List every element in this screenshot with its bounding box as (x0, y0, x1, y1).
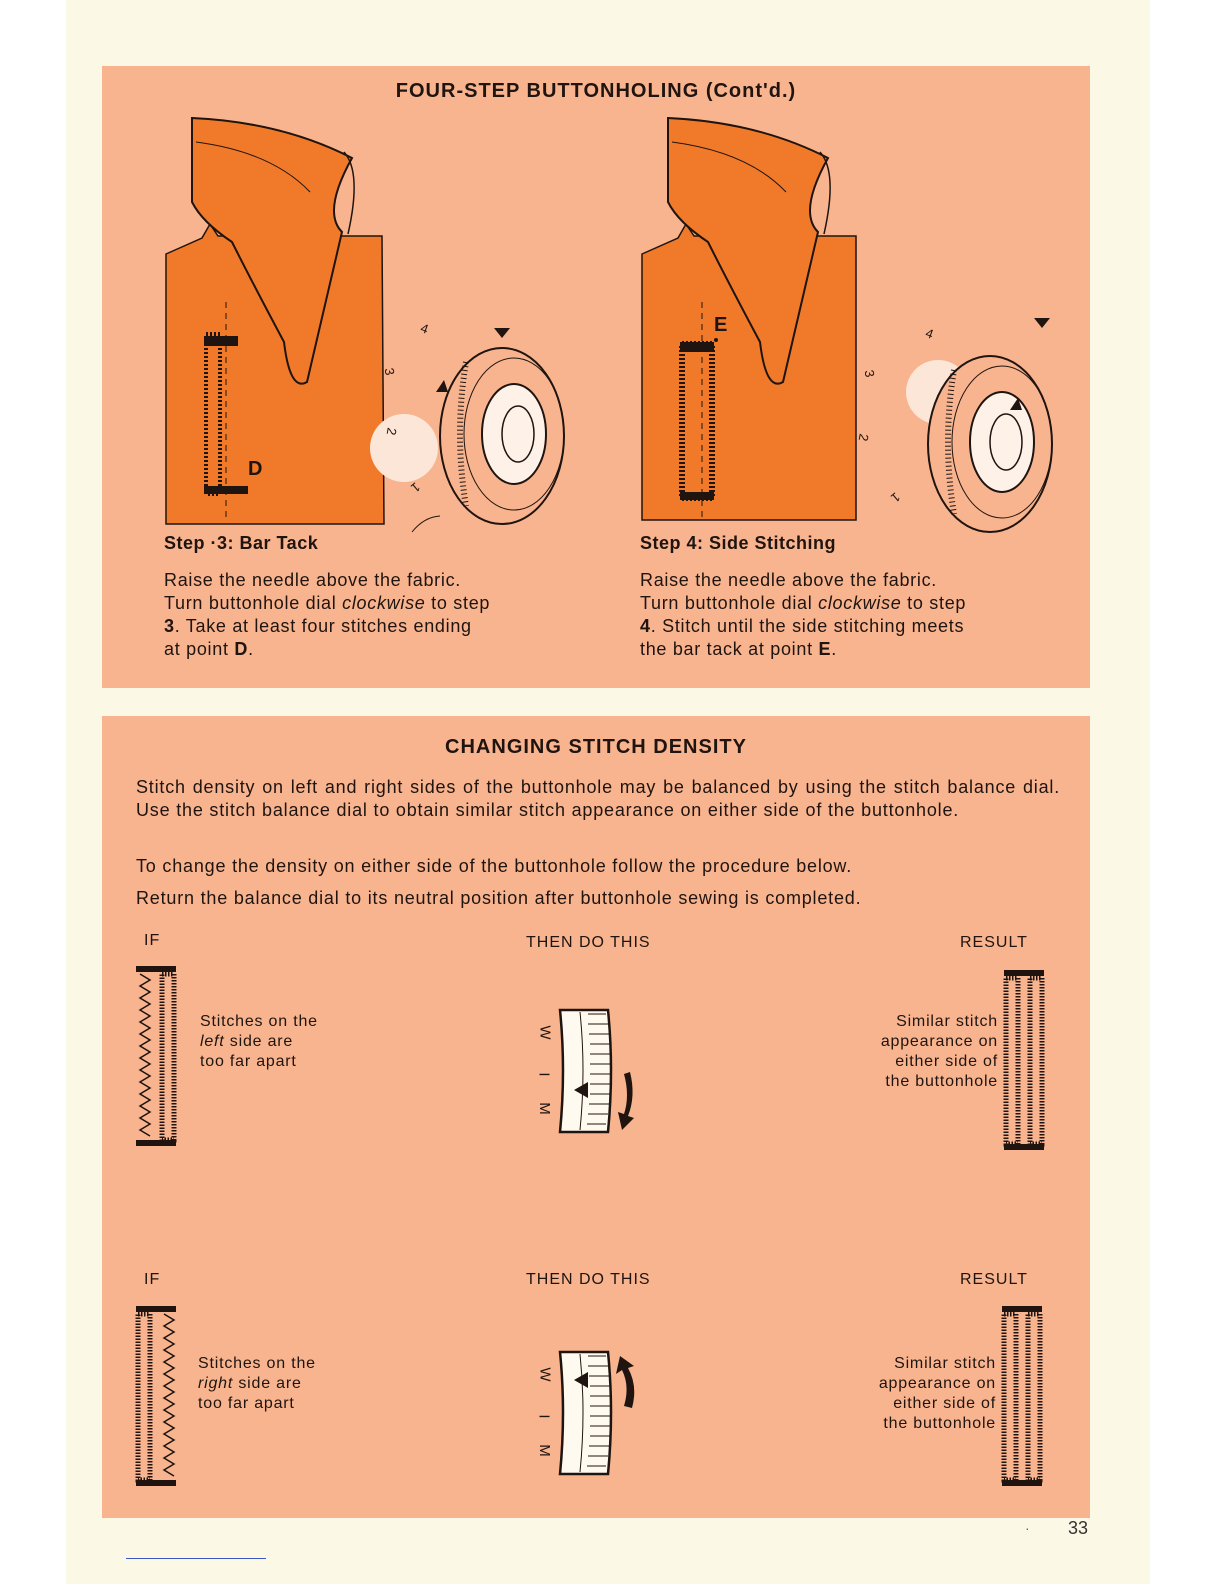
step3-line2-pre: Turn buttonhole dial (164, 593, 343, 613)
uneven-buttonhole-left-icon (134, 964, 180, 1150)
step4-line2-pre: Turn buttonhole dial (640, 593, 819, 613)
step3-heading: Step ·3: Bar Tack (164, 533, 319, 553)
then-label-2: THEN DO THIS (526, 1271, 651, 1288)
dial1-mark-w: W (536, 1025, 554, 1040)
step3-line2-post: to step (425, 593, 491, 613)
if1-line2 (200, 1032, 318, 1052)
if2-line2-rest: side are (233, 1375, 302, 1392)
if1-line3: too far apart (200, 1053, 297, 1070)
dial-number-2: 2 (383, 426, 400, 437)
result-label-2: RESULT (960, 1271, 1028, 1288)
if1-line2-rest: side are (224, 1033, 294, 1050)
dial4-number-3: 3 (861, 368, 878, 379)
stitch-density-panel (102, 716, 1090, 1518)
if-label-2: IF (144, 1271, 161, 1288)
if2-right-word: right (198, 1375, 234, 1392)
res2-line1: Similar stitch (894, 1355, 996, 1372)
step3-line3 (164, 615, 564, 638)
res1-line3: either side of (895, 1053, 998, 1070)
footer-link-underline (126, 1558, 266, 1559)
res1-line4: the buttonhole (885, 1073, 998, 1090)
step3-clockwise: clockwise (342, 593, 426, 613)
four-step-panel (102, 66, 1090, 688)
result-description-2 (816, 1354, 996, 1434)
section-title: FOUR-STEP BUTTONHOLING (Cont'd.) (395, 80, 797, 102)
dial2-mark-i: I (535, 1414, 553, 1419)
step4-line3 (640, 615, 1040, 638)
step4-line2-post: to step (901, 593, 967, 613)
step4-heading: Step 4: Side Stitching (640, 533, 837, 553)
if-description-2 (198, 1354, 316, 1414)
step3-line2 (164, 592, 564, 615)
step3-line4-pre: at point (164, 639, 235, 659)
density-title: CHANGING STITCH DENSITY (445, 736, 747, 758)
step4-line3-rest: . Stitch until the side stitching meets (650, 616, 965, 636)
step4-clockwise: clockwise (818, 593, 902, 613)
step4-point: E (818, 639, 832, 659)
if2-line1: Stitches on the (198, 1355, 316, 1372)
uneven-buttonhole-right-icon (134, 1304, 180, 1490)
result-label-1: RESULT (960, 934, 1028, 951)
dial4-number-4: 4 (923, 325, 936, 342)
balance-dial-up-icon (532, 1346, 652, 1480)
step3-line1: Raise the needle above the fabric. (164, 570, 461, 590)
intro-paragraph: Stitch density on left and right sides of the buttonhole may be balanced by using the stitch balance dial. Use the stitch balance dial to obtain similar stitch appearance on either side of the buttonhole. (136, 777, 1060, 820)
if2-line3: too far apart (198, 1395, 295, 1412)
step3-number: 3 (164, 616, 175, 636)
res1-line2: appearance on (880, 1033, 998, 1050)
step4-line2 (640, 592, 1040, 615)
dial1-mark-m: M (535, 1102, 553, 1115)
point-d-label: D (248, 458, 263, 480)
step3-point: D (234, 639, 249, 659)
step4-body (640, 569, 1040, 661)
step3-line3-rest: . Take at least four stitches ending (174, 616, 472, 636)
step3-body (164, 569, 564, 661)
step4-line4 (640, 638, 1040, 661)
dial-number-1: 1 (408, 479, 424, 496)
dial4-number-2: 2 (855, 432, 872, 443)
balanced-buttonhole-icon-1 (1002, 968, 1048, 1154)
res1-line1: Similar stitch (896, 1013, 998, 1030)
dial-number-4: 4 (418, 320, 431, 337)
dial4-number-1: 1 (888, 489, 904, 506)
balanced-buttonhole-icon-2 (1000, 1304, 1046, 1490)
step3-line4 (164, 638, 564, 661)
res2-line4: the buttonhole (883, 1415, 996, 1432)
step3-line4-post: . (248, 639, 254, 659)
if1-left-word: left (200, 1033, 225, 1050)
step4-line4-post: . (831, 639, 837, 659)
dial2-mark-w: W (536, 1367, 554, 1382)
side-stitching-illustration (638, 112, 1058, 542)
step4-line4-pre: the bar tack at point (640, 639, 819, 659)
dial-number-3: 3 (381, 366, 398, 377)
return-paragraph: Return the balance dial to its neutral position after buttonhole sewing is completed. (136, 888, 862, 908)
page-number: 33 (1068, 1518, 1089, 1538)
if-label-1: IF (144, 932, 161, 949)
result-description-1 (818, 1012, 998, 1092)
res2-line2: appearance on (878, 1375, 996, 1392)
step4-line1: Raise the needle above the fabric. (640, 570, 937, 590)
dial1-mark-i: I (535, 1072, 553, 1077)
if2-line2 (198, 1374, 316, 1394)
then-label-1: THEN DO THIS (526, 934, 651, 951)
step4-number: 4 (640, 616, 651, 636)
procedure-paragraph: To change the density on either side of the buttonhole follow the procedure below. (136, 856, 853, 876)
point-e-label: E (714, 314, 728, 336)
balance-dial-down-icon (532, 1004, 652, 1138)
page-dot: · (1025, 1520, 1030, 1536)
bar-tack-illustration (162, 112, 582, 542)
if1-line1: Stitches on the (200, 1013, 318, 1030)
if-description-1 (200, 1012, 318, 1072)
dial2-mark-m: M (535, 1444, 553, 1457)
res2-line3: either side of (893, 1395, 996, 1412)
